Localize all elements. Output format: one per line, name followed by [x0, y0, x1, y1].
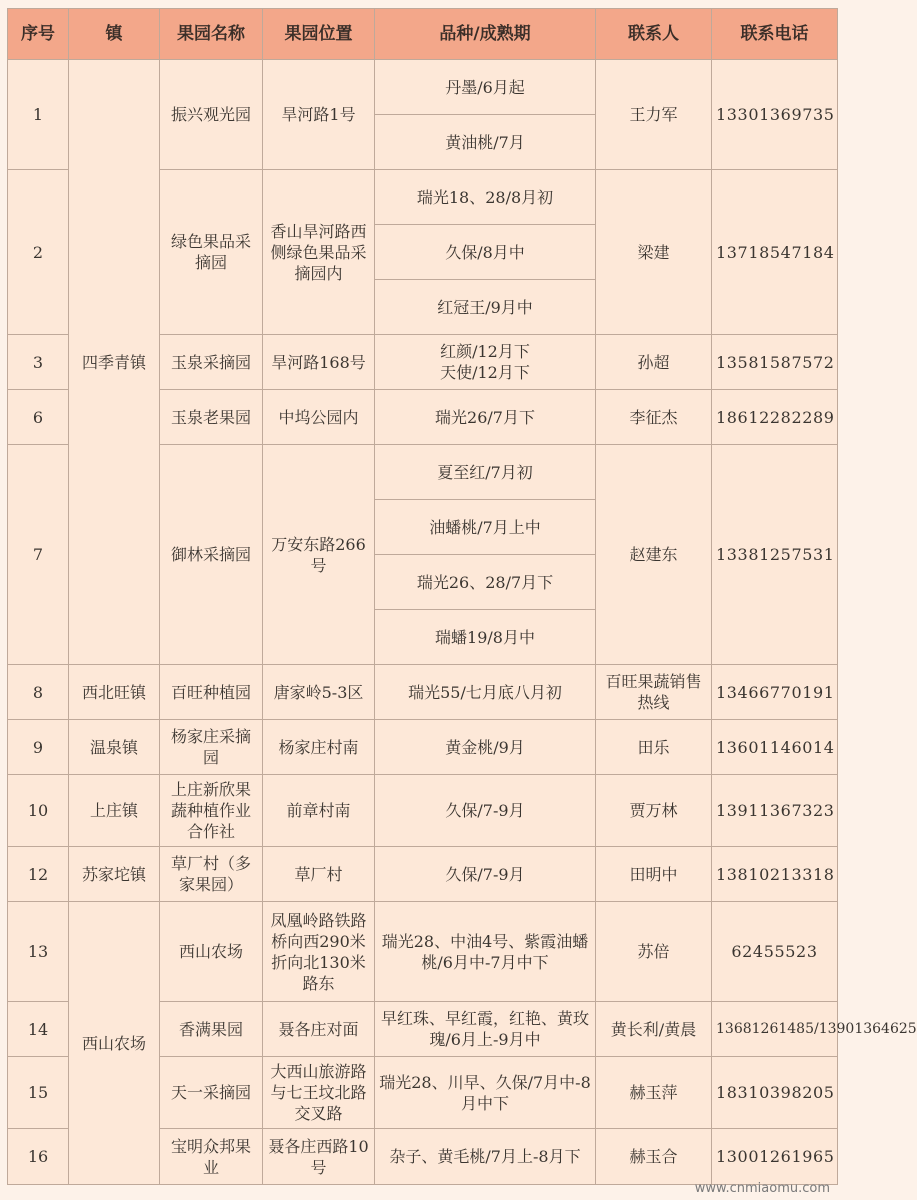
contact-cell: 黄长利/黄晨 — [596, 1002, 712, 1057]
orchard-location: 万安东路266号 — [263, 445, 375, 665]
contact-cell: 梁建 — [596, 170, 712, 335]
orchard-name: 御林采摘园 — [160, 445, 263, 665]
orchard-name: 振兴观光园 — [160, 60, 263, 170]
phone-cell: 13718547184 — [712, 170, 838, 335]
variety-cell — [375, 335, 596, 390]
orchard-location: 前章村南 — [263, 775, 375, 847]
variety-cell: 油蟠桃/7月上中 — [375, 500, 596, 555]
orchard-location: 聂各庄对面 — [263, 1002, 375, 1057]
phone-cell: 13681261485/13901364625 — [712, 1002, 838, 1057]
orchard-location: 大西山旅游路与七王坟北路交叉路 — [263, 1057, 375, 1129]
variety-cell: 瑞光26/7月下 — [375, 390, 596, 445]
variety-line: 天使/12月下 — [440, 363, 530, 382]
row-no: 1 — [8, 60, 69, 170]
contact-cell: 贾万林 — [596, 775, 712, 847]
variety-cell: 瑞光28、川早、久保/7月中-8月中下 — [375, 1057, 596, 1129]
phone-cell: 18310398205 — [712, 1057, 838, 1129]
row-no: 15 — [8, 1057, 69, 1129]
variety-cell: 黄油桃/7月 — [375, 115, 596, 170]
header-no: 序号 — [8, 9, 69, 60]
row-no: 16 — [8, 1129, 69, 1185]
row-no: 3 — [8, 335, 69, 390]
variety-cell: 瑞蟠19/8月中 — [375, 610, 596, 665]
phone-cell: 13601146014 — [712, 720, 838, 775]
orchard-location: 中坞公园内 — [263, 390, 375, 445]
orchard-location: 凤凰岭路铁路桥向西290米折向北130米路东 — [263, 902, 375, 1002]
variety-cell: 瑞光55/七月底八月初 — [375, 665, 596, 720]
orchard-name: 上庄新欣果蔬种植作业合作社 — [160, 775, 263, 847]
variety-line: 红颜/12月下 — [440, 342, 530, 361]
variety-cell: 瑞光26、28/7月下 — [375, 555, 596, 610]
table-row — [8, 720, 838, 775]
row-no: 13 — [8, 902, 69, 1002]
row-no: 14 — [8, 1002, 69, 1057]
phone-cell: 13581587572 — [712, 335, 838, 390]
variety-cell: 丹墨/6月起 — [375, 60, 596, 115]
orchard-name: 百旺种植园 — [160, 665, 263, 720]
orchard-location: 聂各庄西路10号 — [263, 1129, 375, 1185]
orchard-name: 玉泉采摘园 — [160, 335, 263, 390]
contact-cell: 赫玉合 — [596, 1129, 712, 1185]
contact-cell: 苏倍 — [596, 902, 712, 1002]
row-no: 6 — [8, 390, 69, 445]
contact-cell: 赫玉萍 — [596, 1057, 712, 1129]
variety-cell: 久保/8月中 — [375, 225, 596, 280]
header-town: 镇 — [69, 9, 160, 60]
table-row — [8, 902, 838, 1002]
orchard-name: 杨家庄采摘园 — [160, 720, 263, 775]
town-cell: 温泉镇 — [69, 720, 160, 775]
town-cell: 苏家坨镇 — [69, 847, 160, 902]
orchard-table — [7, 8, 917, 1185]
phone-cell: 13466770191 — [712, 665, 838, 720]
header-row — [8, 9, 838, 60]
header-location: 果园位置 — [263, 9, 375, 60]
contact-cell: 王力军 — [596, 60, 712, 170]
contact-cell: 李征杰 — [596, 390, 712, 445]
town-cell: 四季青镇 — [69, 60, 160, 665]
phone-cell: 13381257531 — [712, 445, 838, 665]
watermark: www.cnmiaomu.com — [694, 1181, 830, 1196]
variety-cell: 杂子、黄毛桃/7月上-8月下 — [375, 1129, 596, 1185]
variety-cell: 瑞光28、中油4号、紫霞油蟠桃/6月中-7月中下 — [375, 902, 596, 1002]
phone-cell: 13810213318 — [712, 847, 838, 902]
orchard-location: 杨家庄村南 — [263, 720, 375, 775]
variety-cell: 久保/7-9月 — [375, 847, 596, 902]
town-cell: 西山农场 — [69, 902, 160, 1185]
table-row — [8, 847, 838, 902]
row-no: 12 — [8, 847, 69, 902]
contact-cell: 田乐 — [596, 720, 712, 775]
header-variety: 品种/成熟期 — [375, 9, 596, 60]
contact-cell: 田明中 — [596, 847, 712, 902]
orchard-location: 草厂村 — [263, 847, 375, 902]
phone-cell: 62455523 — [712, 902, 838, 1002]
orchard-location: 旱河路1号 — [263, 60, 375, 170]
orchard-name: 香满果园 — [160, 1002, 263, 1057]
table-row — [8, 665, 838, 720]
orchard-location: 香山旱河路西侧绿色果品采摘园内 — [263, 170, 375, 335]
orchard-name: 天一采摘园 — [160, 1057, 263, 1129]
town-cell: 西北旺镇 — [69, 665, 160, 720]
row-no: 9 — [8, 720, 69, 775]
header-phone: 联系电话 — [712, 9, 838, 60]
row-no: 8 — [8, 665, 69, 720]
orchard-location: 旱河路168号 — [263, 335, 375, 390]
row-no: 10 — [8, 775, 69, 847]
contact-cell: 赵建东 — [596, 445, 712, 665]
variety-cell: 黄金桃/9月 — [375, 720, 596, 775]
header-orchard-name: 果园名称 — [160, 9, 263, 60]
town-cell: 上庄镇 — [69, 775, 160, 847]
orchard-name: 西山农场 — [160, 902, 263, 1002]
variety-cell: 瑞光18、28/8月初 — [375, 170, 596, 225]
orchard-name: 草厂村（多家果园） — [160, 847, 263, 902]
orchard-name: 绿色果品采摘园 — [160, 170, 263, 335]
phone-cell: 18612282289 — [712, 390, 838, 445]
variety-cell: 夏至红/7月初 — [375, 445, 596, 500]
contact-cell: 百旺果蔬销售热线 — [596, 665, 712, 720]
orchard-name: 宝明众邦果业 — [160, 1129, 263, 1185]
header-contact: 联系人 — [596, 9, 712, 60]
phone-cell: 13001261965 — [712, 1129, 838, 1185]
variety-cell: 红冠王/9月中 — [375, 280, 596, 335]
contact-cell: 孙超 — [596, 335, 712, 390]
orchard-location: 唐家岭5-3区 — [263, 665, 375, 720]
table-row — [8, 60, 838, 115]
phone-cell: 13301369735 — [712, 60, 838, 170]
orchard-name: 玉泉老果园 — [160, 390, 263, 445]
row-no: 7 — [8, 445, 69, 665]
phone-cell: 13911367323 — [712, 775, 838, 847]
variety-cell: 久保/7-9月 — [375, 775, 596, 847]
variety-cell: 早红珠、早红霞，红艳、黄玫瑰/6月上-9月中 — [375, 1002, 596, 1057]
table-row — [8, 775, 838, 847]
row-no: 2 — [8, 170, 69, 335]
